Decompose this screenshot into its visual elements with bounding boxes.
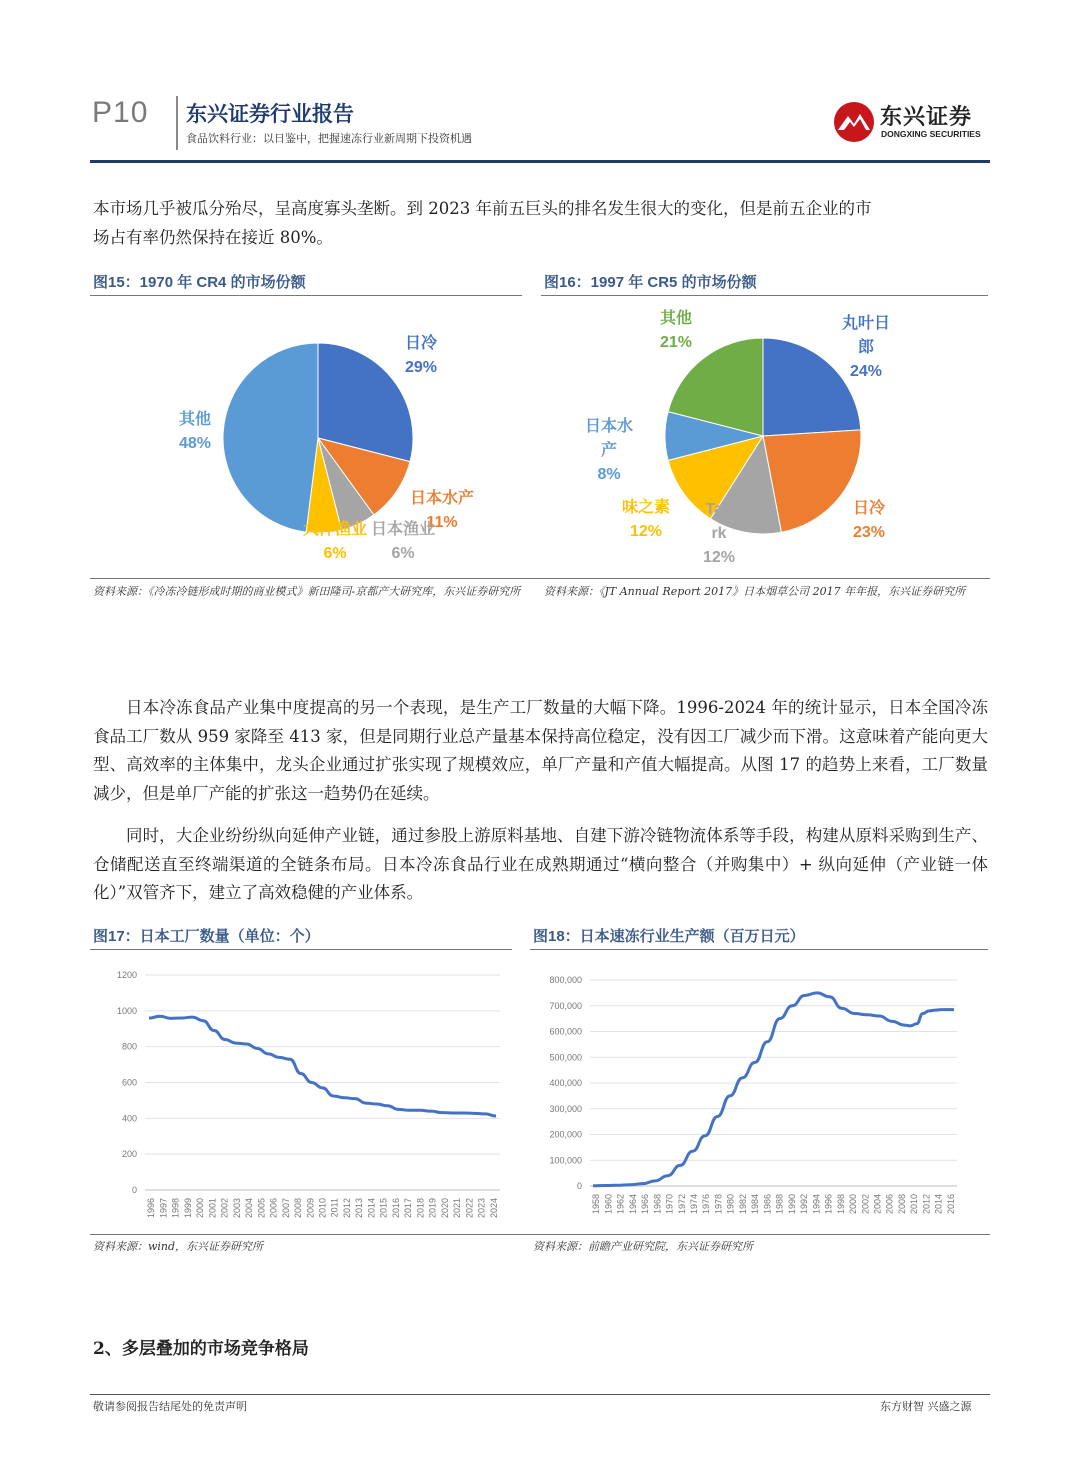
- fig17-top-rule: [90, 949, 512, 950]
- fig18-xtick: 1962: [615, 1194, 626, 1215]
- fig17-xtick: 2013: [354, 1198, 365, 1219]
- fig18-ytick: 300,000: [549, 1103, 582, 1114]
- fig18-ytick: 0: [576, 1181, 582, 1191]
- fig18-xtick: 1976: [701, 1194, 712, 1215]
- fig17-xtick: 2016: [390, 1198, 401, 1219]
- fig18-xtick: 1992: [799, 1194, 810, 1215]
- report-title: 东兴证券行业报告: [186, 102, 354, 126]
- fig18-ytick: 200,000: [549, 1129, 582, 1140]
- fig18-xtick: 2000: [848, 1194, 859, 1215]
- fig17-xtick: 2006: [268, 1198, 279, 1219]
- fig17-xtick: 1999: [182, 1198, 193, 1219]
- fig17-xtick: 2003: [231, 1198, 242, 1219]
- fig17-xtick: 2015: [378, 1198, 389, 1219]
- fig18-ytick: 600,000: [549, 1026, 582, 1037]
- fig17-xtick: 2009: [305, 1198, 316, 1219]
- footer-slogan: 东方财智 兴盛之源: [880, 1400, 972, 1413]
- fig16-label-0-1: 郎: [857, 339, 875, 356]
- logo-text-cn: 东兴证券: [880, 105, 973, 130]
- fig18-xtick: 1990: [786, 1194, 797, 1215]
- fig17-xtick: 2024: [488, 1198, 499, 1219]
- fig18-title: 图18：日本速冻行业生产额（百万日元）: [533, 928, 805, 945]
- fig18-xtick: 2014: [933, 1194, 944, 1215]
- fig15-value-2: 6%: [391, 545, 415, 562]
- fig18-xtick: 2008: [896, 1194, 907, 1215]
- fig15-label-0-0: 日冷: [404, 335, 438, 352]
- fig17-xtick: 2022: [464, 1198, 475, 1219]
- fig18-xtick: 2012: [921, 1194, 932, 1215]
- fig15-title: 图15：1970 年 CR4 的市场份额: [93, 274, 306, 291]
- fig17-title: 图17：日本工厂数量（单位：个）: [93, 928, 320, 945]
- fig17-xtick: 2002: [219, 1198, 230, 1219]
- fig18-top-rule: [530, 949, 988, 950]
- fig17-xtick: 2014: [366, 1198, 377, 1219]
- fig16-value-4: 8%: [597, 466, 621, 483]
- fig17-ytick: 1200: [116, 970, 137, 980]
- fig18-ytick: 500,000: [549, 1052, 582, 1063]
- section-heading: 2、多层叠加的市场竞争格局: [93, 1339, 309, 1359]
- fig16-value-1: 23%: [852, 524, 886, 541]
- fig18-xtick: 2016: [945, 1194, 956, 1215]
- fig16-top-rule: [541, 295, 988, 296]
- logo-text-en: DONGXING SECURITIES: [881, 129, 981, 139]
- footer-rule: [90, 1394, 990, 1395]
- fig16-value-0: 24%: [849, 363, 883, 380]
- fig18-xtick: 1958: [591, 1194, 602, 1215]
- footer-disclaimer: 敬请参阅报告结尾处的免责声明: [93, 1400, 247, 1413]
- fig17-xtick: 1996: [146, 1198, 157, 1219]
- fig17-xtick: 2004: [244, 1198, 255, 1219]
- fig17-xtick: 1998: [170, 1198, 181, 1219]
- fig17-xtick: 2010: [317, 1198, 328, 1219]
- fig15-slice-4: [223, 343, 318, 532]
- fig15-value-4: 48%: [178, 435, 212, 452]
- fig18-ytick: 800,000: [549, 975, 582, 985]
- fig16-label-2-0: Tab: [705, 501, 733, 518]
- fig17-ytick: 400: [121, 1113, 137, 1124]
- fig18-xtick: 1980: [725, 1194, 736, 1215]
- fig15-label-3-0: 大洋渔业: [302, 521, 368, 538]
- fig18-xtick: 1960: [603, 1194, 614, 1215]
- intro-line-1: 本市场几乎被瓜分殆尽，呈高度寡头垄断。到 2023 年前五巨头的排名发生很大的变化，但是前五企业的市: [93, 199, 872, 218]
- fig18-ytick: 100,000: [549, 1155, 582, 1166]
- fig16-value-5: 21%: [659, 334, 693, 351]
- fig18-xtick: 1974: [688, 1194, 699, 1215]
- fig18-xtick: 2004: [872, 1194, 883, 1215]
- fig17-xtick: 2018: [415, 1198, 426, 1219]
- fig17-ytick: 600: [121, 1077, 137, 1088]
- fig15-label-2-0: 日本渔业: [370, 521, 436, 538]
- fig15-source: 资料来源：《冷冻冷链形成时期的商业模式》新田隆司-京都产大研究库，东兴证券研究所: [93, 585, 521, 598]
- fig18-line-chart: [530, 955, 988, 1230]
- fig16-title: 图16：1997 年 CR5 的市场份额: [544, 274, 757, 291]
- fig16-label-4-1: 产: [600, 442, 618, 459]
- fig17-ytick: 200: [121, 1149, 137, 1160]
- fig18-xtick: 1964: [627, 1194, 638, 1215]
- report-subtitle: 食品饮料行业：以日鉴中，把握速冻行业新周期下投资机遇: [186, 132, 472, 145]
- fig15-value-3: 6%: [323, 545, 347, 562]
- fig18-series-line: [593, 993, 954, 1186]
- fig18-xtick: 2002: [860, 1194, 871, 1215]
- fig17-ytick: 1000: [116, 1005, 137, 1016]
- fig18-xtick: 1984: [750, 1194, 761, 1215]
- intro-paragraph: [93, 195, 988, 252]
- fig18-xtick: 1972: [676, 1194, 687, 1215]
- fig18-xtick: 1966: [640, 1194, 651, 1215]
- fig16-label-4-0: 日本水: [584, 418, 634, 435]
- fig17-xtick: 1997: [158, 1198, 169, 1219]
- body-paragraph-2: 同时，大企业纷纷纵向延伸产业链，通过参股上游原料基地、自建下游冷链物流体系等手段，构建从原料采购到生产、仓储配送直至终端渠道的全链条布局。日本冷冻食品行业在成熟期通过“横向整合（并购集中）+ 纵向延伸（产业链一体化）”双管齐下，建立了高效稳健的产业体系。: [93, 826, 988, 902]
- fig16-slice-0: [763, 338, 861, 436]
- fig16-label-2-1: rk: [711, 525, 727, 542]
- fig17-xtick: 2001: [207, 1198, 218, 1219]
- fig18-ytick: 700,000: [549, 1000, 582, 1011]
- fig18-xtick: 1986: [762, 1194, 773, 1215]
- fig17-xtick: 2020: [439, 1198, 450, 1219]
- fig18-xtick: 1968: [652, 1194, 663, 1215]
- fig18-xtick: 1994: [811, 1194, 822, 1215]
- fig15-value-1: 11%: [426, 514, 458, 531]
- fig17-xtick: 2008: [293, 1198, 304, 1219]
- fig17-line-chart: [90, 955, 512, 1230]
- fig16-label-5-0: 其他: [659, 310, 693, 327]
- fig16-label-0-0: 丸叶日: [841, 315, 891, 332]
- fig18-source: 资料来源：前瞻产业研究院，东兴证券研究所: [533, 1240, 753, 1253]
- company-logo-icon: [832, 100, 876, 144]
- fig17-xtick: 2017: [403, 1198, 414, 1219]
- fig17-xtick: 2007: [280, 1198, 291, 1219]
- fig16-source: 资料来源：《JT Annual Report 2017》日本烟草公司 2017 年年报，东兴证券研究所: [544, 585, 966, 598]
- header-rule: [90, 160, 990, 163]
- fig15-pie-chart: [90, 298, 522, 576]
- fig15-label-4-0: 其他: [178, 411, 212, 428]
- fig16-value-2: 12%: [702, 549, 736, 566]
- fig18-xtick: 1982: [737, 1194, 748, 1215]
- fig17-series-line: [149, 1016, 496, 1116]
- fig16-label-3-0: 味之素: [621, 499, 671, 516]
- fig17-xtick: 2000: [195, 1198, 206, 1219]
- fig17-xtick: 2005: [256, 1198, 267, 1219]
- fig17-18-bottom-rule: [90, 1234, 990, 1235]
- fig17-xtick: 2012: [341, 1198, 352, 1219]
- fig15-label-1-0: 日本水产: [409, 490, 475, 507]
- fig18-xtick: 1998: [835, 1194, 846, 1215]
- fig15-16-bottom-rule: [90, 578, 990, 579]
- fig18-xtick: 1996: [823, 1194, 834, 1215]
- fig17-xtick: 2021: [452, 1198, 463, 1219]
- fig16-value-3: 12%: [629, 523, 663, 540]
- fig18-xtick: 2010: [909, 1194, 920, 1215]
- fig17-xtick: 2023: [476, 1198, 487, 1219]
- intro-line-2: 场占有率仍然保持在接近 80%。: [93, 227, 333, 247]
- fig17-ytick: 0: [131, 1185, 137, 1195]
- body-paragraph-1: 日本冷冻食品产业集中度提高的另一个表现，是生产工厂数量的大幅下降。1996-2024 年的统计显示，日本全国冷冻食品工厂数从 959 家降至 413 家，但是同期行业总产量基本保持高位稳定，没有因工厂减少而下滑。这意味着产能向更大型、高效率的主体集中，龙头企业通过扩张实现了规模效应，单厂产量和产值大幅提高。从图 17 的趋势上来看，工厂数量减少，但是单厂产能的扩张这一趋势仍在延续。: [93, 698, 988, 803]
- fig18-xtick: 1988: [774, 1194, 785, 1215]
- fig16-label-1-0: 日冷: [852, 500, 886, 517]
- fig15-top-rule: [90, 295, 522, 296]
- fig16-pie-chart: [541, 298, 988, 576]
- fig17-xtick: 2011: [329, 1198, 340, 1218]
- header-divider: [176, 96, 178, 150]
- fig17-ytick: 800: [121, 1041, 137, 1052]
- fig15-value-0: 29%: [404, 359, 438, 376]
- fig18-ytick: 400,000: [549, 1078, 582, 1088]
- page-number: P10: [92, 96, 149, 129]
- fig17-xtick: 2019: [427, 1198, 438, 1219]
- fig17-source: 资料来源：wind，东兴证券研究所: [93, 1240, 264, 1253]
- fig18-xtick: 2006: [884, 1194, 895, 1215]
- fig18-xtick: 1970: [664, 1194, 675, 1215]
- fig18-xtick: 1978: [713, 1194, 724, 1215]
